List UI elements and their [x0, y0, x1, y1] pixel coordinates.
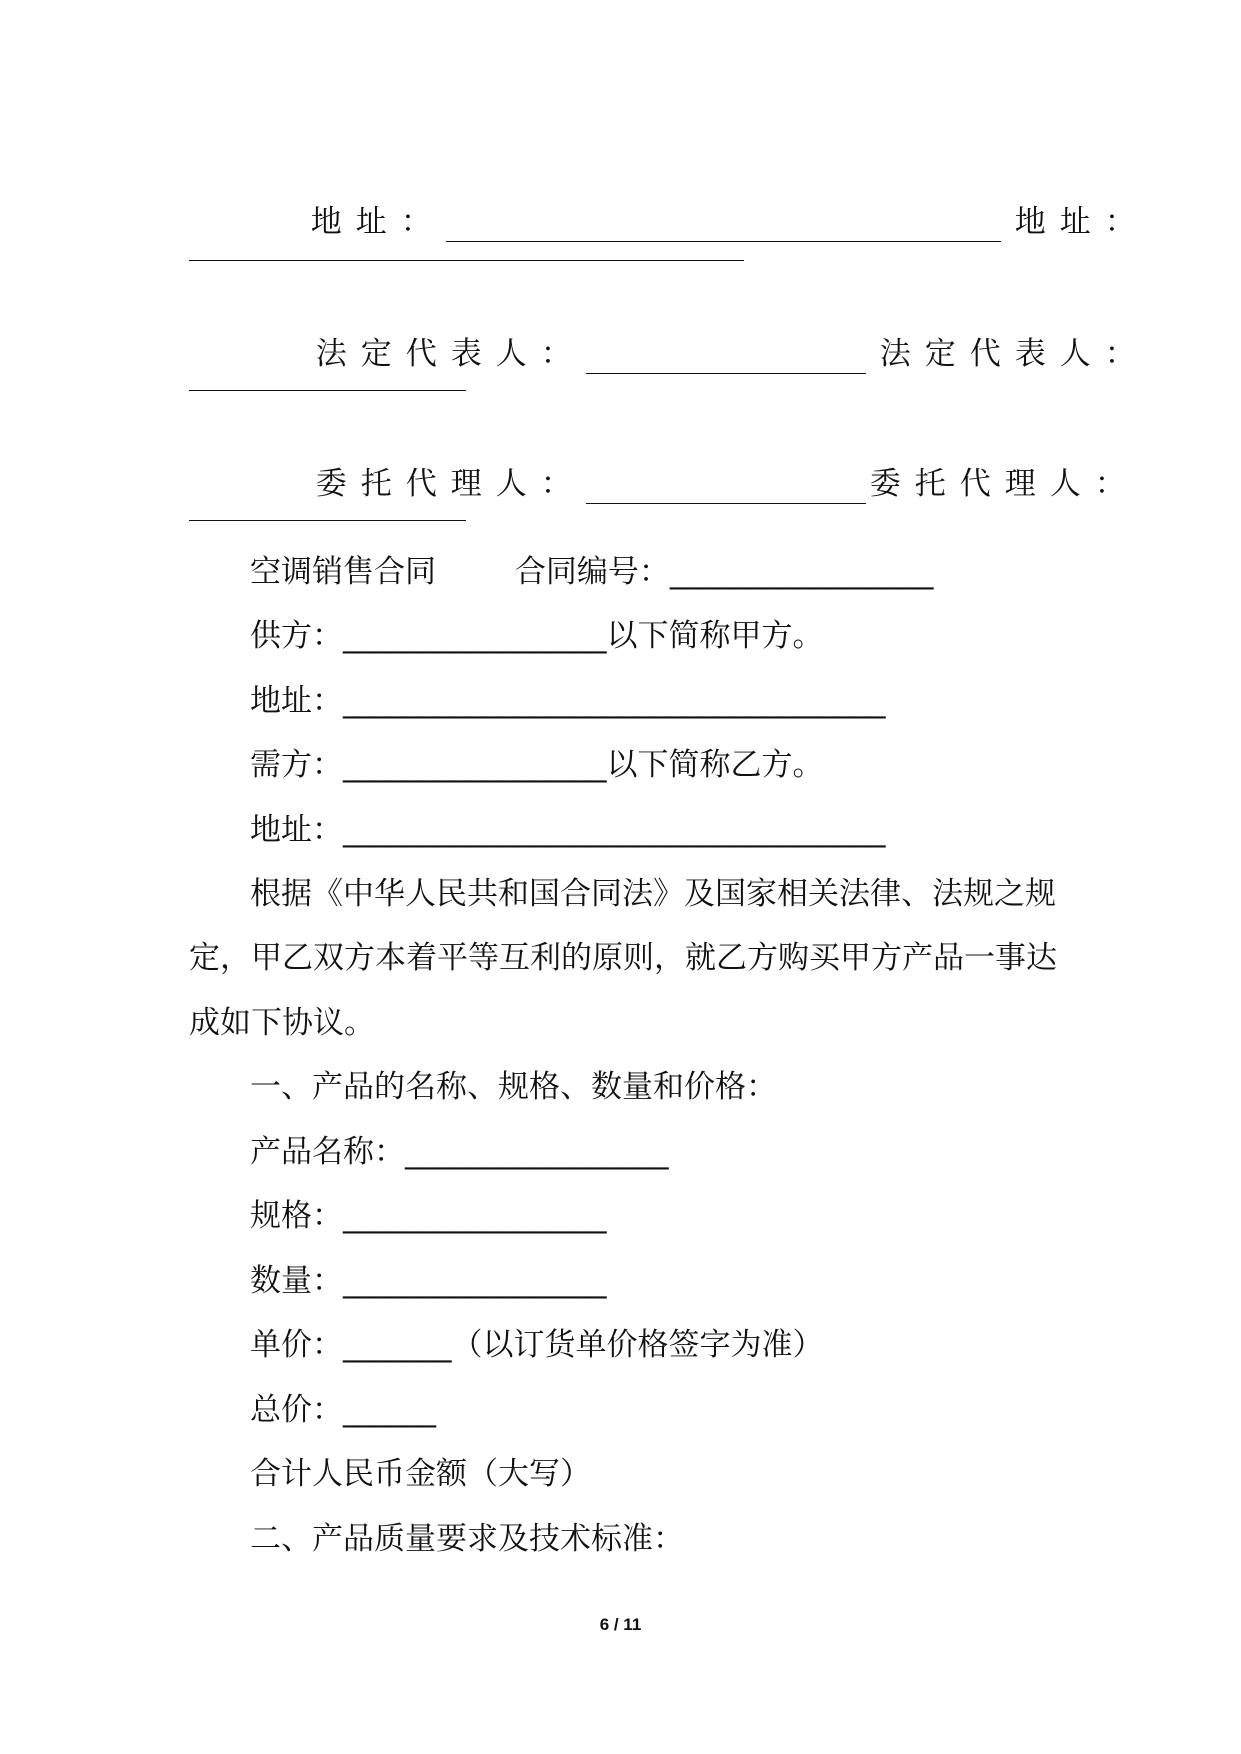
total-price-line: 总价：______	[250, 1392, 436, 1428]
buyer-address-line: 地址：___________________________________	[250, 812, 886, 848]
contract-title-line: 空调销售合同 合同编号：_________________	[250, 554, 934, 590]
section-2-heading: 二、产品质量要求及技术标准：	[250, 1521, 684, 1557]
supplier-line: 供方：_________________以下简称甲方。	[250, 618, 824, 654]
legal-rep-blank-b	[189, 390, 466, 391]
legal-rep-label-a: 法定代表人：	[315, 336, 586, 372]
section-1-heading: 一、产品的名称、规格、数量和价格：	[250, 1069, 777, 1105]
address-blank-b	[189, 260, 744, 261]
quantity-line: 数量：_________________	[250, 1263, 607, 1299]
preamble-line-2: 定，甲乙双方本着平等互利的原则，就乙方购买甲方产品一事达	[189, 940, 1057, 976]
product-name-line: 产品名称：_________________	[250, 1134, 669, 1170]
address-label-a: 地址：	[310, 204, 446, 240]
legal-representative-line	[268, 294, 1150, 372]
buyer-line: 需方：_________________以下简称乙方。	[250, 747, 824, 783]
address-label-b: 地址：	[1014, 204, 1150, 240]
legal-rep-label-b: 法定代表人：	[879, 336, 1150, 372]
party-a-address-line	[263, 162, 1150, 240]
preamble-line-3: 成如下协议。	[189, 1005, 375, 1041]
legal-rep-blank-a	[586, 343, 866, 374]
supplier-address-line: 地址：___________________________________	[250, 683, 886, 719]
page-number: 6 / 11	[599, 1615, 642, 1634]
agent-label-b: 委托代理人：	[869, 466, 1140, 502]
agent-blank-a	[586, 473, 866, 504]
unit-price-line: 单价：_______（以订货单价格签字为准）	[250, 1327, 824, 1363]
agent-label-a: 委托代理人：	[315, 466, 586, 502]
preamble-line-1: 根据《中华人民共和国合同法》及国家相关法律、法规之规	[250, 876, 1056, 912]
total-rmb-line: 合计人民币金额（大写）	[250, 1456, 591, 1492]
agent-blank-b	[189, 520, 466, 521]
agent-line	[268, 424, 1140, 502]
spec-line: 规格：_________________	[250, 1198, 607, 1234]
